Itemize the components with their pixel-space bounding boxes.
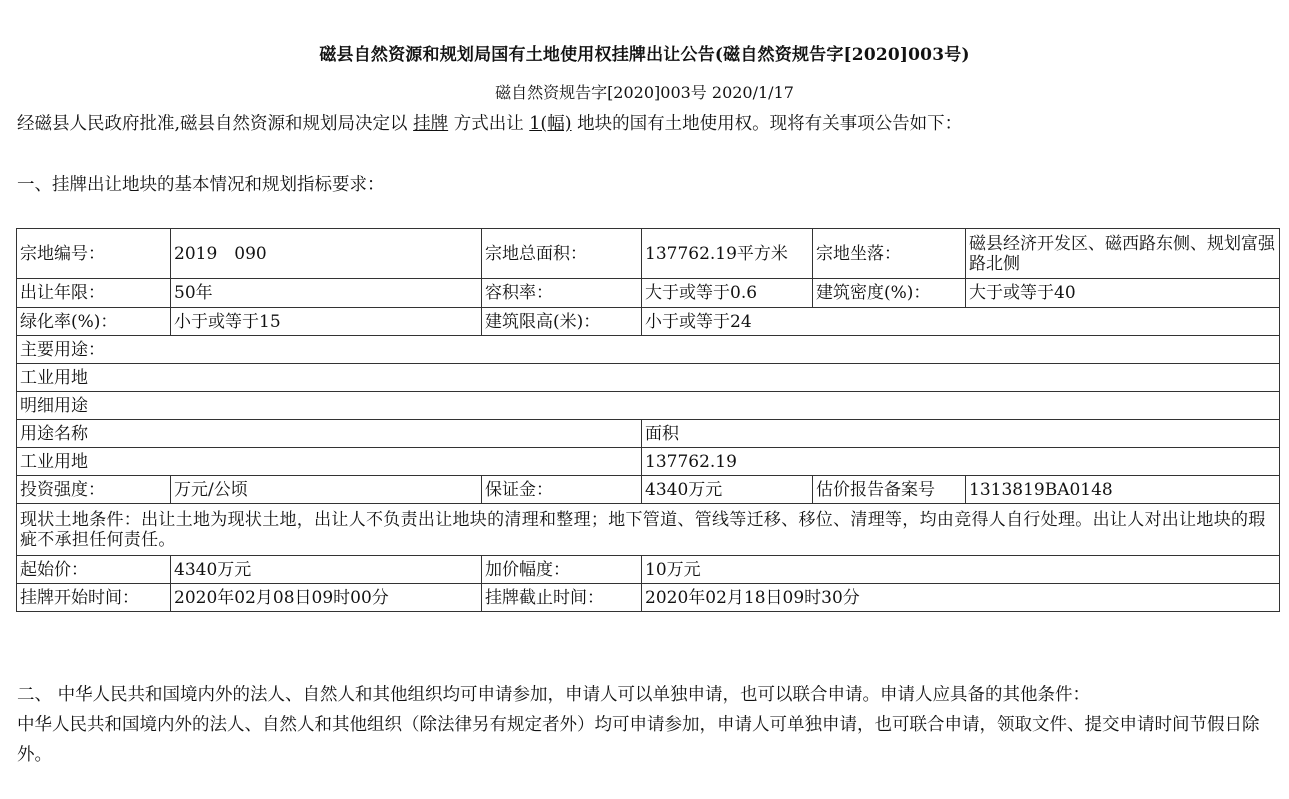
bid-increment-label: 加价幅度： bbox=[482, 556, 642, 584]
intro-count: 1(幅) bbox=[529, 114, 572, 134]
height-limit-label: 建筑限高(米)： bbox=[482, 308, 642, 336]
building-density-label: 建筑密度(%)： bbox=[813, 279, 966, 308]
table-row bbox=[17, 336, 1280, 364]
intro-paragraph bbox=[17, 110, 962, 135]
table-row bbox=[17, 420, 1280, 448]
term-value: 50年 bbox=[171, 279, 482, 308]
table-row bbox=[17, 448, 1280, 476]
table-row bbox=[17, 584, 1280, 612]
green-rate-value: 小于或等于15 bbox=[171, 308, 482, 336]
total-area-value: 137762.19平方米 bbox=[642, 229, 813, 279]
start-price-label: 起始价： bbox=[17, 556, 171, 584]
table-row bbox=[17, 556, 1280, 584]
section2-body: 中华人民共和国境内外的法人、自然人和其他组织（除法律另有规定者外）均可申请参加，申请人可单独申请，也可联合申请，领取文件、提交申请时间节假日除外。 bbox=[17, 715, 1260, 765]
announcement-title: 磁县自然资源和规划局国有土地使用权挂牌出让公告(磁自然资规告字[2020]003号) bbox=[319, 45, 970, 65]
parcel-id-label: 宗地编号： bbox=[17, 229, 171, 279]
plot-ratio-value: 大于或等于0.6 bbox=[642, 279, 813, 308]
appraisal-record-value: 1313819BA0148 bbox=[966, 476, 1280, 504]
location-value: 磁县经济开发区、磁西路东侧、规划富强路北侧 bbox=[966, 229, 1280, 279]
table-row bbox=[17, 504, 1280, 556]
building-density-value: 大于或等于40 bbox=[966, 279, 1280, 308]
table-row bbox=[17, 308, 1280, 336]
use-name-header: 用途名称 bbox=[17, 420, 642, 448]
main-use-label: 主要用途： bbox=[17, 336, 1280, 364]
table-row bbox=[17, 229, 1280, 279]
section2-heading: 二、 中华人民共和国境内外的法人、自然人和其他组织均可申请参加，申请人可以单独申请，也可以联合申请。申请人应具备的其他条件： bbox=[17, 685, 1091, 705]
announcement-subtitle: 磁自然资规告字[2020]003号 2020/1/17 bbox=[495, 83, 794, 102]
area-value: 137762.19 bbox=[642, 448, 1280, 476]
listing-start-value: 2020年02月08日09时00分 bbox=[171, 584, 482, 612]
table-row bbox=[17, 279, 1280, 308]
total-area-label: 宗地总面积： bbox=[482, 229, 642, 279]
deposit-value: 4340万元 bbox=[642, 476, 813, 504]
location-label: 宗地坐落： bbox=[813, 229, 966, 279]
plot-ratio-label: 容积率： bbox=[482, 279, 642, 308]
table-row bbox=[17, 364, 1280, 392]
listing-end-label: 挂牌截止时间： bbox=[482, 584, 642, 612]
intro-part2: 方式出让 bbox=[448, 114, 530, 134]
land-info-table bbox=[16, 228, 1280, 612]
investment-intensity-label: 投资强度： bbox=[17, 476, 171, 504]
section2 bbox=[17, 680, 1272, 770]
main-use-value: 工业用地 bbox=[17, 364, 1280, 392]
table-row bbox=[17, 392, 1280, 420]
investment-intensity-value: 万元/公顷 bbox=[171, 476, 482, 504]
parcel-id-value: 2019 090 bbox=[171, 229, 482, 279]
appraisal-record-label: 估价报告备案号 bbox=[813, 476, 966, 504]
listing-start-label: 挂牌开始时间： bbox=[17, 584, 171, 612]
deposit-label: 保证金： bbox=[482, 476, 642, 504]
term-label: 出让年限： bbox=[17, 279, 171, 308]
listing-end-value: 2020年02月18日09时30分 bbox=[642, 584, 1280, 612]
area-header: 面积 bbox=[642, 420, 1280, 448]
intro-part3: 地块的国有土地使用权。现将有关事项公告如下： bbox=[571, 114, 963, 134]
section1-heading: 一、挂牌出让地块的基本情况和规划指标要求： bbox=[17, 175, 385, 195]
start-price-value: 4340万元 bbox=[171, 556, 482, 584]
table-row bbox=[17, 476, 1280, 504]
green-rate-label: 绿化率(%)： bbox=[17, 308, 171, 336]
bid-increment-value: 10万元 bbox=[642, 556, 1280, 584]
intro-method: 挂牌 bbox=[413, 114, 449, 134]
scroll-edge-indicator bbox=[1272, 760, 1289, 799]
intro-part1: 经磁县人民政府批准,磁县自然资源和规划局决定以 bbox=[17, 114, 414, 134]
height-limit-value: 小于或等于24 bbox=[642, 308, 1280, 336]
detail-use-label: 明细用途 bbox=[17, 392, 1280, 420]
use-name-value: 工业用地 bbox=[17, 448, 642, 476]
land-condition: 现状土地条件：出让土地为现状土地，出让人不负责出让地块的清理和整理；地下管道、管线等迁移、移位、清理等，均由竞得人自行处理。出让人对出让地块的瑕疵不承担任何责任。 bbox=[17, 504, 1280, 556]
